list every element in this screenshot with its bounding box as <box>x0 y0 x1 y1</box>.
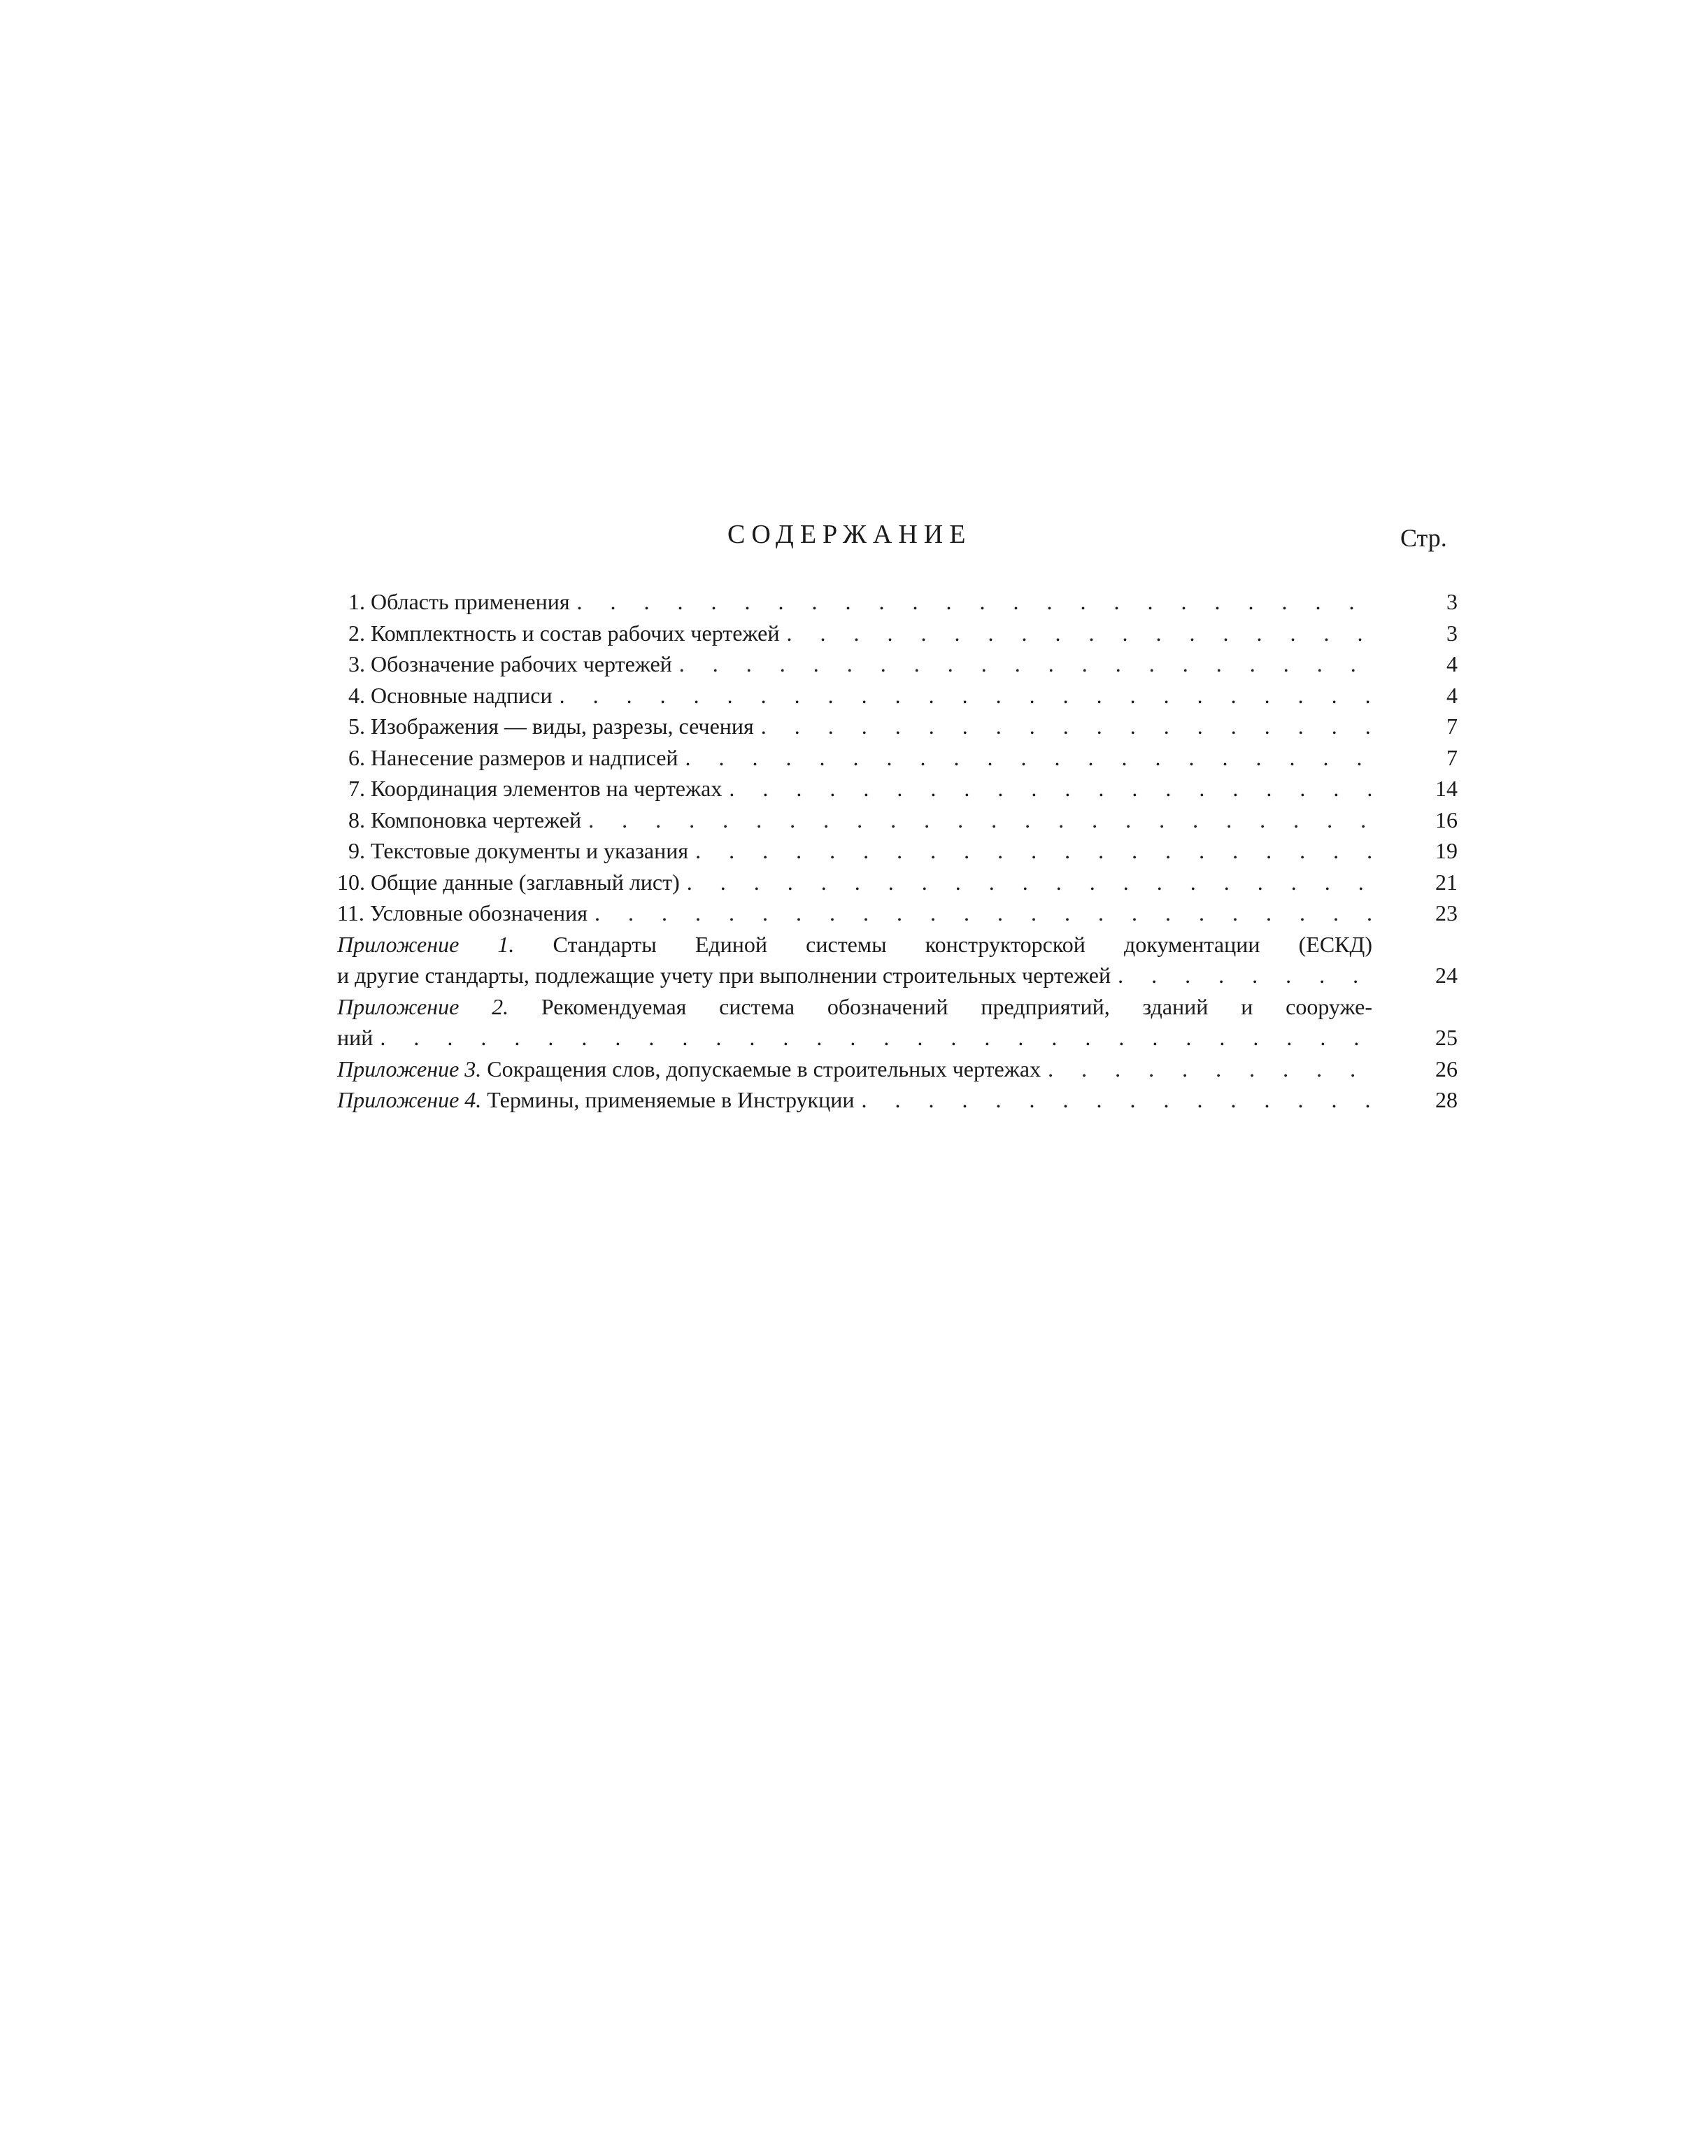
toc-entry-label: 7. Координация элементов на чертежах <box>348 776 723 801</box>
toc-entry-page: 23 <box>1435 900 1458 925</box>
toc-entry-page: 14 <box>1435 776 1458 801</box>
appendix-title-continued: ний <box>337 1025 373 1050</box>
dot-leader <box>380 1022 1372 1054</box>
toc-entry <box>337 804 1459 836</box>
dot-leader <box>729 773 1372 804</box>
toc-entry <box>337 835 1459 867</box>
toc-entry <box>337 742 1459 774</box>
dot-leader <box>685 742 1372 774</box>
toc-entry <box>337 618 1459 649</box>
toc-entry <box>337 586 1459 618</box>
toc-appendix-entry <box>337 929 1459 960</box>
appendix-title: Сокращения слов, допускаемые в строительных чертежах <box>487 1056 1041 1081</box>
appendix-title: Рекомендуемая система обозначений предприятий, зданий и сооруже- <box>541 993 1372 1019</box>
toc-entry <box>337 711 1459 742</box>
toc-entry-label: 9. Текстовые документы и указания <box>348 838 689 863</box>
toc-entry-page: 25 <box>1435 1025 1458 1050</box>
toc-entry-page: 7 <box>1446 744 1458 770</box>
dot-leader <box>786 618 1372 649</box>
appendix-title: Стандарты Единой системы конструкторской документации (ЕСКД) <box>553 931 1372 957</box>
toc-entry <box>337 773 1459 804</box>
dot-leader <box>577 586 1372 618</box>
toc-entry-label: 8. Компоновка чертежей <box>348 807 582 832</box>
toc-entry-label: 4. Основные надписи <box>348 682 553 708</box>
appendix-title: Термины, применяемые в Инструкции <box>487 1087 855 1112</box>
toc-entry-label: 6. Нанесение размеров и надписей <box>348 744 678 770</box>
toc-entry-page: 24 <box>1435 963 1458 988</box>
toc-entry-page: 4 <box>1446 682 1458 708</box>
toc-entry-label: 11. Условные обозначения <box>337 900 588 925</box>
appendix-label: Приложение 1. <box>337 931 515 957</box>
page-column-header: Стр. <box>1400 524 1447 552</box>
toc-entry-page: 21 <box>1435 869 1458 895</box>
toc-entry <box>337 648 1459 680</box>
toc-appendix-entry <box>337 1084 1459 1116</box>
toc-entry <box>337 898 1459 929</box>
dot-leader <box>1048 1054 1372 1085</box>
toc-entry-page: 26 <box>1435 1056 1458 1081</box>
appendix-label: Приложение 4. <box>337 1087 482 1112</box>
dot-leader <box>695 835 1372 867</box>
toc-appendix-entry <box>337 1054 1459 1085</box>
toc-appendix-continuation <box>337 960 1459 991</box>
dot-leader <box>595 898 1372 929</box>
toc-entry-page: 16 <box>1435 807 1458 832</box>
toc-entry <box>337 680 1459 711</box>
appendix-label: Приложение 2. <box>337 993 509 1019</box>
table-of-contents <box>337 586 1459 1116</box>
toc-title: СОДЕРЖАНИЕ <box>727 520 972 549</box>
toc-entry-label: 5. Изображения — виды, разрезы, сечения <box>348 714 754 739</box>
appendix-label: Приложение 3. <box>337 1056 482 1081</box>
toc-entry-page: 3 <box>1446 589 1458 614</box>
dot-leader <box>560 680 1372 711</box>
toc-entry-label: 2. Комплектность и состав рабочих чертежей <box>348 620 780 646</box>
toc-entry-page: 19 <box>1435 838 1458 863</box>
toc-entry-label: 10. Общие данные (заглавный лист) <box>337 869 680 895</box>
toc-entry-page: 7 <box>1446 714 1458 739</box>
toc-entry-label: 1. Область применения <box>348 589 570 614</box>
toc-entry-page: 4 <box>1446 651 1458 676</box>
dot-leader <box>761 711 1372 742</box>
dot-leader <box>588 804 1372 836</box>
dot-leader <box>1118 960 1372 991</box>
toc-entry-label: 3. Обозначение рабочих чертежей <box>348 651 672 676</box>
toc-appendix-entry <box>337 991 1459 1023</box>
toc-entry-page: 3 <box>1446 620 1458 646</box>
toc-appendix-continuation <box>337 1022 1459 1054</box>
dot-leader <box>687 867 1372 898</box>
dot-leader <box>679 648 1372 680</box>
dot-leader <box>861 1084 1372 1116</box>
toc-entry <box>337 867 1459 898</box>
appendix-title-continued: и другие стандарты, подлежащие учету при выполнении строительных чертежей <box>337 963 1111 988</box>
toc-entry-page: 28 <box>1435 1087 1458 1112</box>
